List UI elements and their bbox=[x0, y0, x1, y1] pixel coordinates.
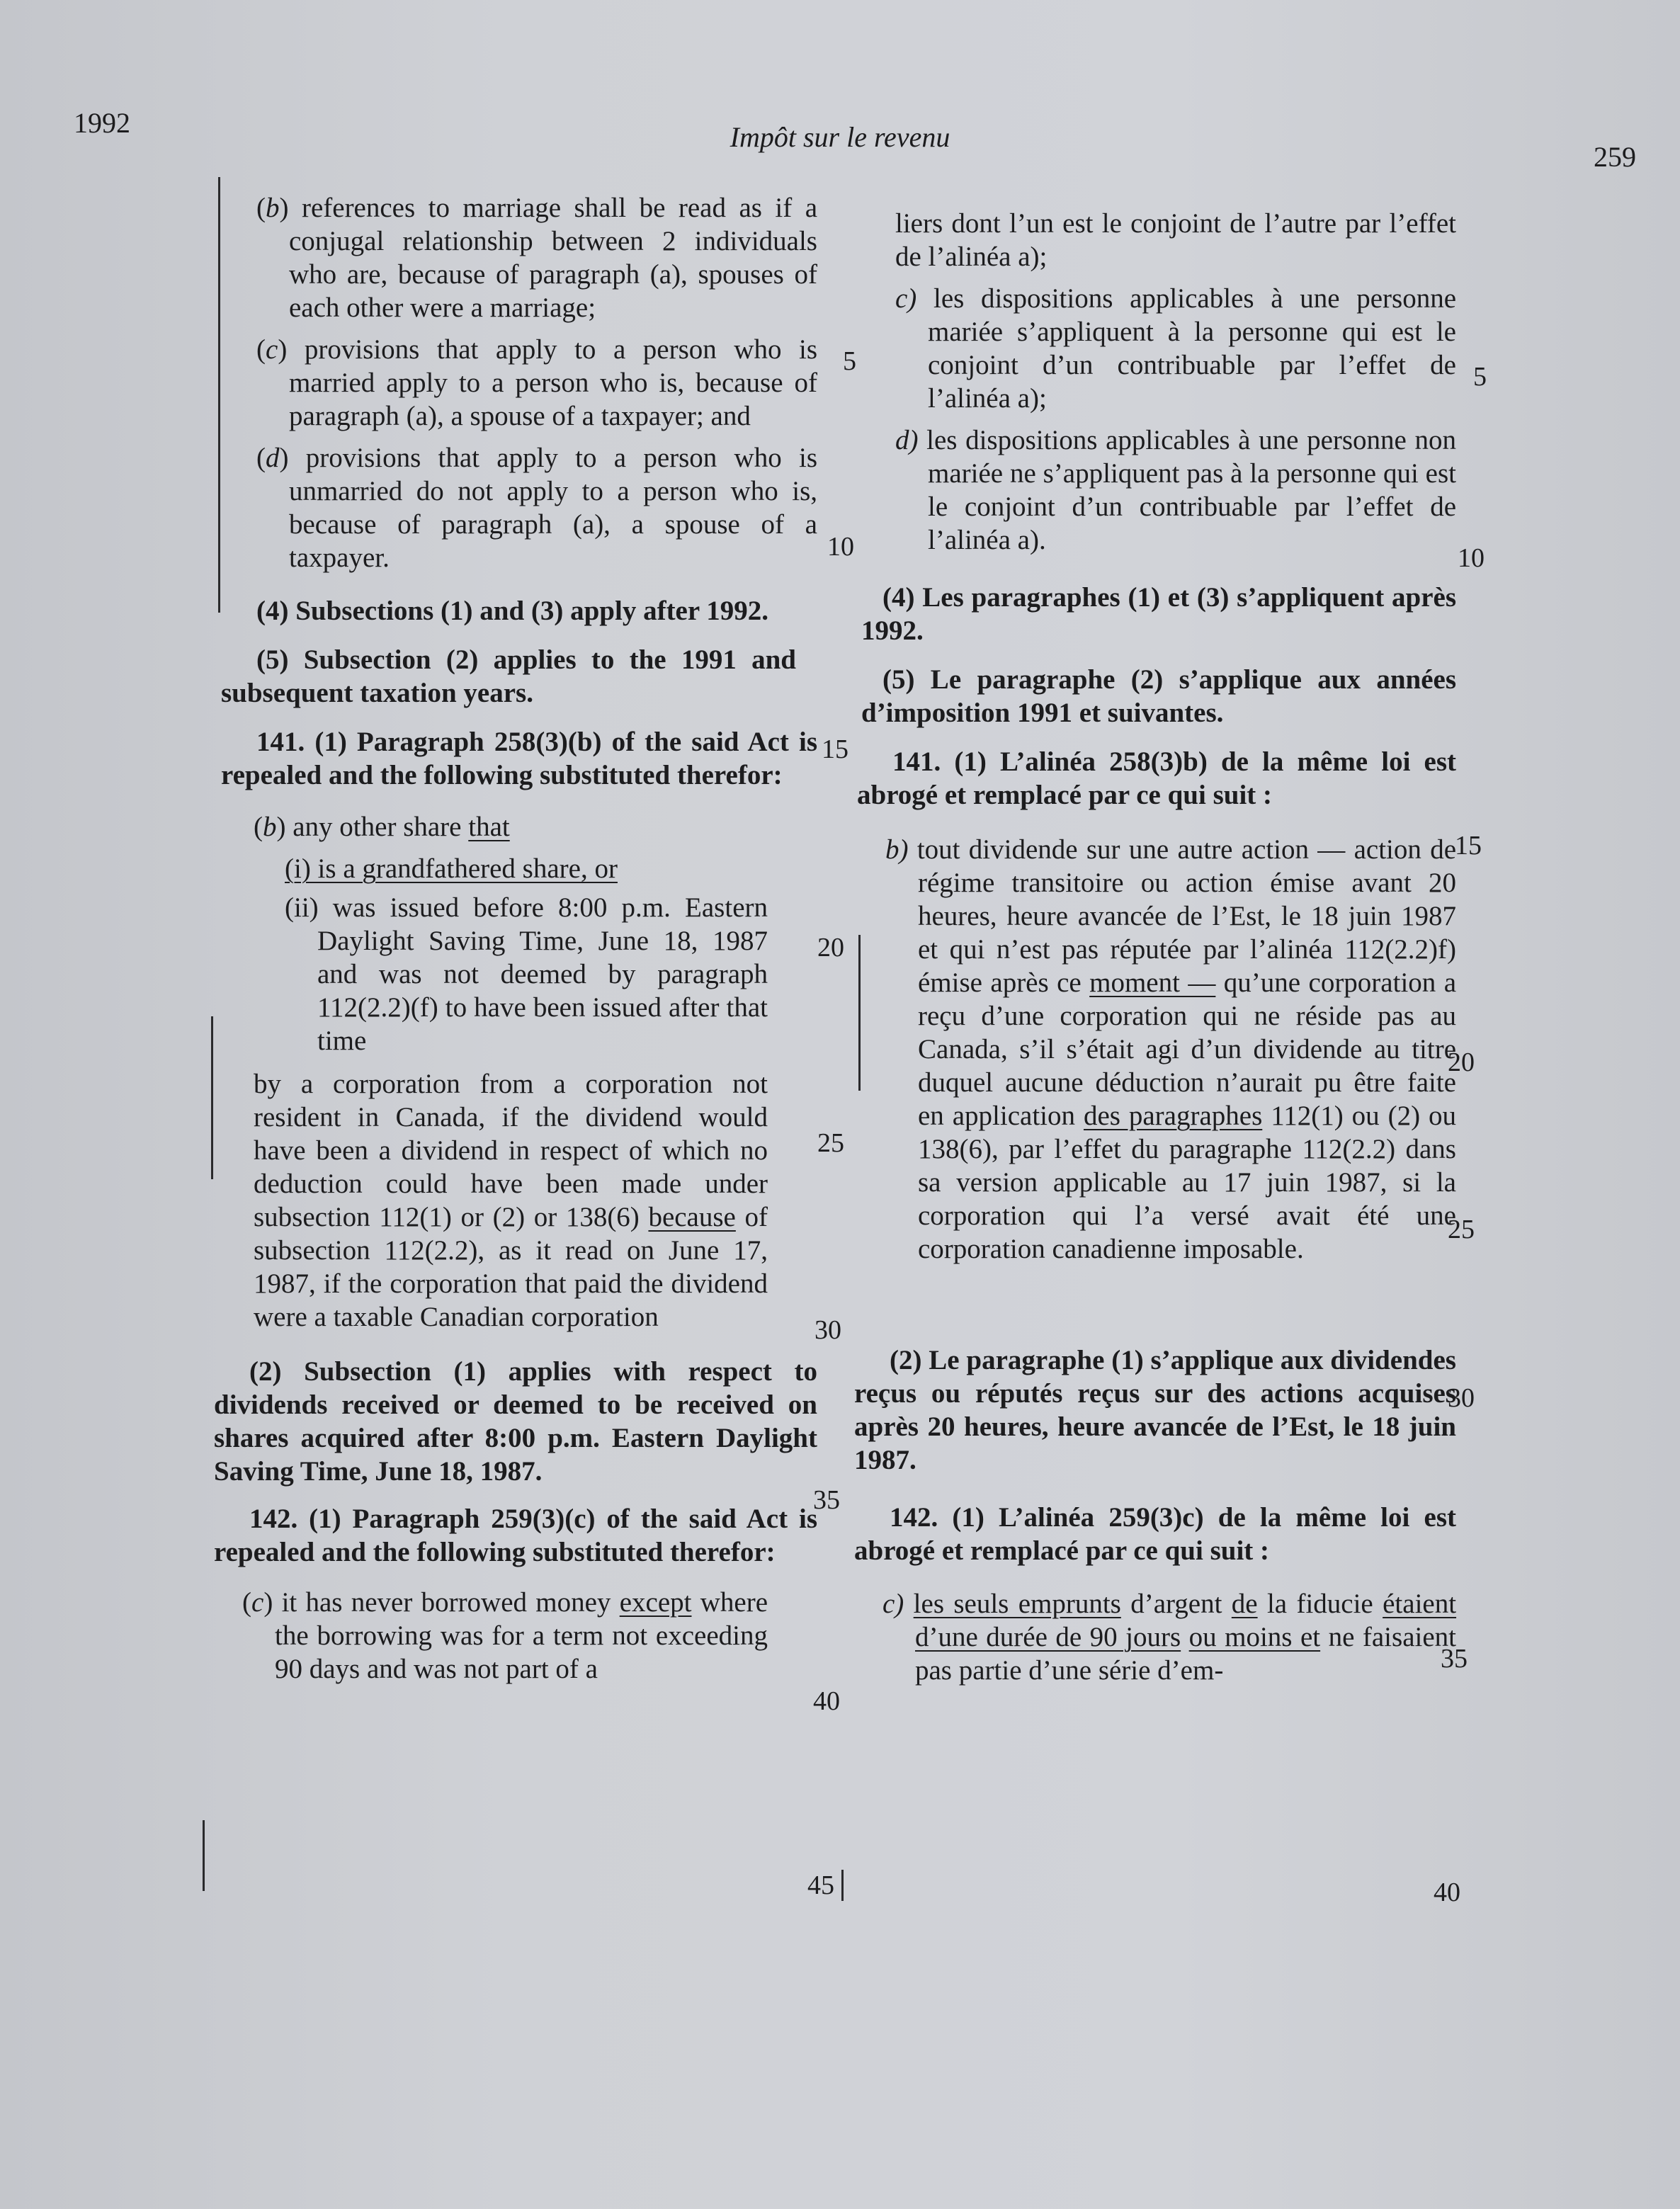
line-number: 20 bbox=[1448, 1047, 1475, 1077]
line-number: 40 bbox=[813, 1686, 840, 1716]
line-number: 10 bbox=[827, 532, 854, 562]
revision-bar bbox=[218, 177, 220, 613]
line-number: 20 bbox=[817, 933, 844, 962]
french-column bbox=[854, 207, 1457, 1687]
line-number: 15 bbox=[1455, 831, 1482, 861]
en-section-141-1: 141. (1) Paragraph 258(3)(b) of the said Act is repealed and the following substituted therefor: bbox=[221, 727, 817, 790]
en-paragraph-b: (b) references to marriage shall be read as if a conjugal relationship between 2 individuals who are, because of paragraph (a), spouses of each other were a marriage; bbox=[256, 193, 818, 323]
line-number: 10 bbox=[1458, 543, 1485, 573]
line-number: 25 bbox=[817, 1128, 844, 1158]
en-141-clause-ii: (ii) was issued before 8:00 p.m. Eastern Daylight Saving Time, June 18, 1987 and was not deemed by paragraph 112(2.2)(f) to have been issued after that time bbox=[285, 892, 768, 1056]
revision-bar bbox=[203, 1820, 205, 1891]
fr-section-142-1: 142. (1) L’alinéa 259(3)c) de la même loi est abrogé et remplacé par ce qui suit : bbox=[854, 1502, 1456, 1566]
line-number: 45 bbox=[807, 1870, 834, 1900]
revision-bar bbox=[211, 1016, 213, 1179]
header-year: 1992 bbox=[74, 107, 130, 139]
english-column bbox=[214, 191, 818, 1686]
en-subsection-5: (5) Subsection (2) applies to the 1991 and subsequent taxation years. bbox=[221, 644, 796, 708]
fr-paragraph-c: c) les dispositions applicables à une personne mariée s’appliquent à la personne qui est le conjoint d’un contribuable par l’effet de l’alinéa a); bbox=[895, 283, 1457, 414]
line-number: 15 bbox=[822, 734, 848, 764]
en-subsection-4: (4) Subsections (1) and (3) apply after 1992. bbox=[256, 596, 768, 626]
fr-141-paragraph-b: b) tout dividende sur une autre action — action de régime transitoire ou action émise avant 20 heures, heure avancée de l’Est, le 18 juin 1987 et qui n’est pas réputée par l’alinéa 112(2.2)f) émise après ce moment — qu’une corporation a reçu d’une corporation qui ne réside pas au Canada, s’il s’était agi d’un dividende au titre duquel aucune déduction n’aurait pu être faite en application des paragraphes 112(1) ou (2) ou 138(6), par l’effet du paragraphe 112(2.2) dans sa version applicable au 17 juin 1987, si la corporation qui l’a versé avait été une corporation canadienne imposable. bbox=[885, 834, 1457, 1264]
line-number: 30 bbox=[815, 1315, 841, 1345]
revision-bar bbox=[841, 1870, 844, 1901]
line-number: 30 bbox=[1448, 1383, 1475, 1413]
en-paragraph-c: (c) provisions that apply to a person who is married apply to a person who is, because of paragraph (a), a spouse of a taxpayer; and bbox=[256, 334, 817, 431]
en-paragraph-d: (d) provisions that apply to a person who is unmarried do not apply to a person who is, because of paragraph (a), a spouse of a taxpayer. bbox=[256, 443, 817, 573]
en-141-tail: by a corporation from a corporation not resident in Canada, if the dividend would have been a dividend in respect of which no deduction could have been made under subsection 112(1) or (2) or 138(6) because of subsection 112(2.2), as it read on June 17, 1987, if the corporation that paid the dividend were a taxable Canadian corporation bbox=[254, 1069, 768, 1332]
line-number: 35 bbox=[813, 1485, 840, 1515]
line-number: 35 bbox=[1441, 1644, 1468, 1674]
fr-section-141-1: 141. (1) L’alinéa 258(3)b) de la même loi est abrogé et remplacé par ce qui suit : bbox=[857, 746, 1456, 810]
en-141-paragraph-b: (b) any other share that bbox=[254, 812, 510, 842]
revision-bar bbox=[858, 935, 861, 1091]
page-number: 259 bbox=[1594, 141, 1636, 173]
fr-subsection-5: (5) Le paragraphe (2) s’applique aux années d’imposition 1991 et suivantes. bbox=[861, 664, 1456, 728]
fr-paragraph-b-continued: liers dont l’un est le conjoint de l’autre par l’effet de l’alinéa a); bbox=[895, 208, 1456, 272]
en-142-paragraph-c: (c) it has never borrowed money except where the borrowing was for a term not exceeding 90 days and was not part of a bbox=[242, 1587, 768, 1684]
fr-paragraph-d: d) les dispositions applicables à une personne non mariée ne s’appliquent pas à la personne qui est le conjoint d’un contribuable par l’effet de l’alinéa a). bbox=[895, 425, 1456, 555]
line-number: 40 bbox=[1434, 1878, 1460, 1907]
line-number: 5 bbox=[843, 346, 856, 376]
running-title: Impôt sur le revenu bbox=[730, 121, 950, 153]
line-number: 25 bbox=[1448, 1215, 1475, 1244]
fr-section-141-2: (2) Le paragraphe (1) s’applique aux dividendes reçus ou réputés reçus sur des actions acquises après 20 heures, heure avancée de l’Est, le 18 juin 1987. bbox=[854, 1345, 1456, 1475]
fr-142-paragraph-c: c) les seuls emprunts d’argent de la fiducie étaient d’une durée de 90 jours ou moins et ne faisaient pas partie d’une série d’em- bbox=[882, 1589, 1457, 1686]
fr-subsection-4: (4) Les paragraphes (1) et (3) s’appliquent après 1992. bbox=[861, 582, 1456, 646]
en-141-clause-i: (i) is a grandfathered share, or bbox=[285, 853, 618, 884]
en-section-142-1: 142. (1) Paragraph 259(3)(c) of the said Act is repealed and the following substituted therefor: bbox=[214, 1504, 817, 1567]
en-section-141-2: (2) Subsection (1) applies with respect to dividends received or deemed to be received on shares acquired after 8:00 p.m. Eastern Daylight Saving Time, June 18, 1987. bbox=[214, 1356, 817, 1487]
line-number: 5 bbox=[1473, 362, 1487, 392]
